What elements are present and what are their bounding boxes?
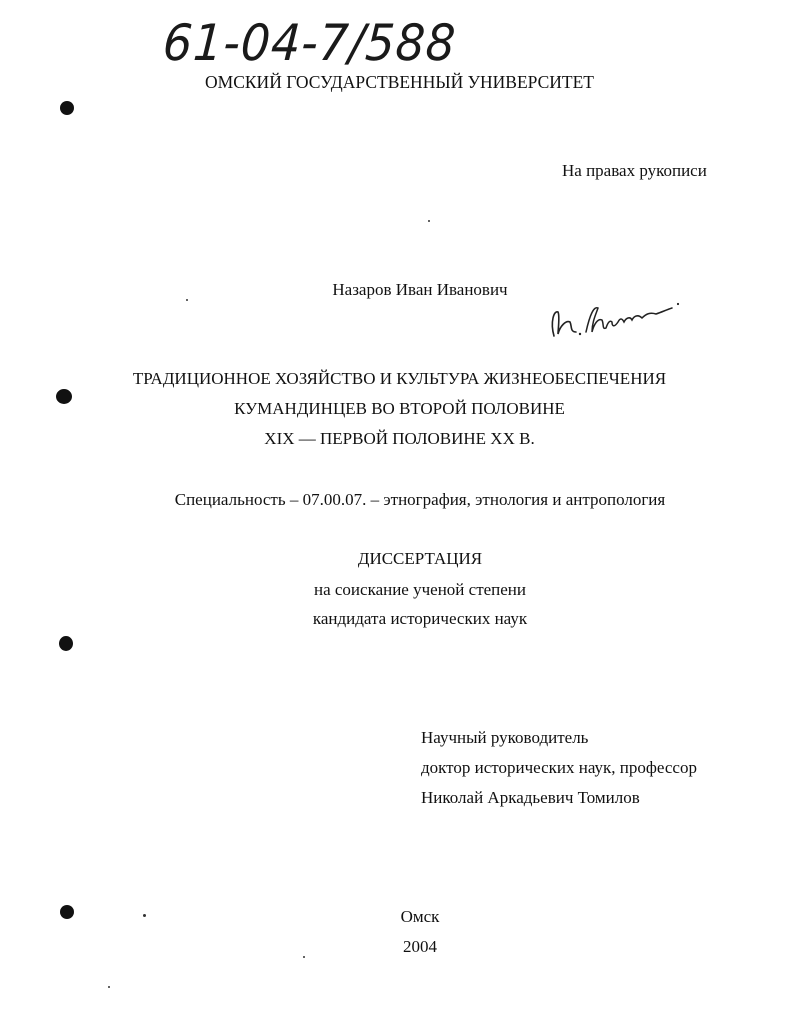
handwritten-archive-code: 61-04-7/588 (161, 14, 458, 72)
university-name: ОМСКИЙ ГОСУДАРСТВЕННЫЙ УНИВЕРСИТЕТ (205, 72, 594, 92)
author-name: Назаров Иван Иванович (332, 280, 508, 299)
binding-hole-mark (56, 389, 72, 404)
specialty-line: Специальность – 07.00.07. – этнография, этнология и антропология (174, 490, 666, 509)
city-name: Омск (400, 907, 440, 926)
binding-hole-mark (60, 101, 74, 115)
author-signature (546, 292, 686, 342)
advisor-name: Николай Аркадьевич Томилов (421, 788, 640, 807)
degree-line: кандидата исторических наук (312, 609, 528, 628)
manuscript-note: На правах рукописи (562, 161, 707, 180)
degree-line: на соискание ученой степени (313, 580, 527, 599)
scan-speck (108, 986, 110, 988)
advisor-label: Научный руководитель (421, 728, 589, 747)
dissertation-title-line: КУМАНДИНЦЕВ ВО ВТОРОЙ ПОЛОВИНЕ (234, 399, 565, 418)
advisor-degree: доктор исторических наук, профессор (421, 758, 697, 777)
dissertation-heading: ДИССЕРТАЦИЯ (357, 549, 483, 568)
scan-speck (303, 956, 305, 958)
binding-hole-mark (60, 905, 74, 919)
binding-hole-mark (59, 636, 73, 651)
dissertation-title-line: XIX — ПЕРВОЙ ПОЛОВИНЕ XX В. (264, 429, 535, 448)
scan-speck (143, 914, 146, 917)
scan-speck (428, 220, 430, 222)
dissertation-title-line: ТРАДИЦИОННОЕ ХОЗЯЙСТВО И КУЛЬТУРА ЖИЗНЕОБЕСПЕЧЕНИЯ (132, 369, 667, 388)
scan-speck (186, 299, 188, 301)
year: 2004 (403, 937, 437, 956)
